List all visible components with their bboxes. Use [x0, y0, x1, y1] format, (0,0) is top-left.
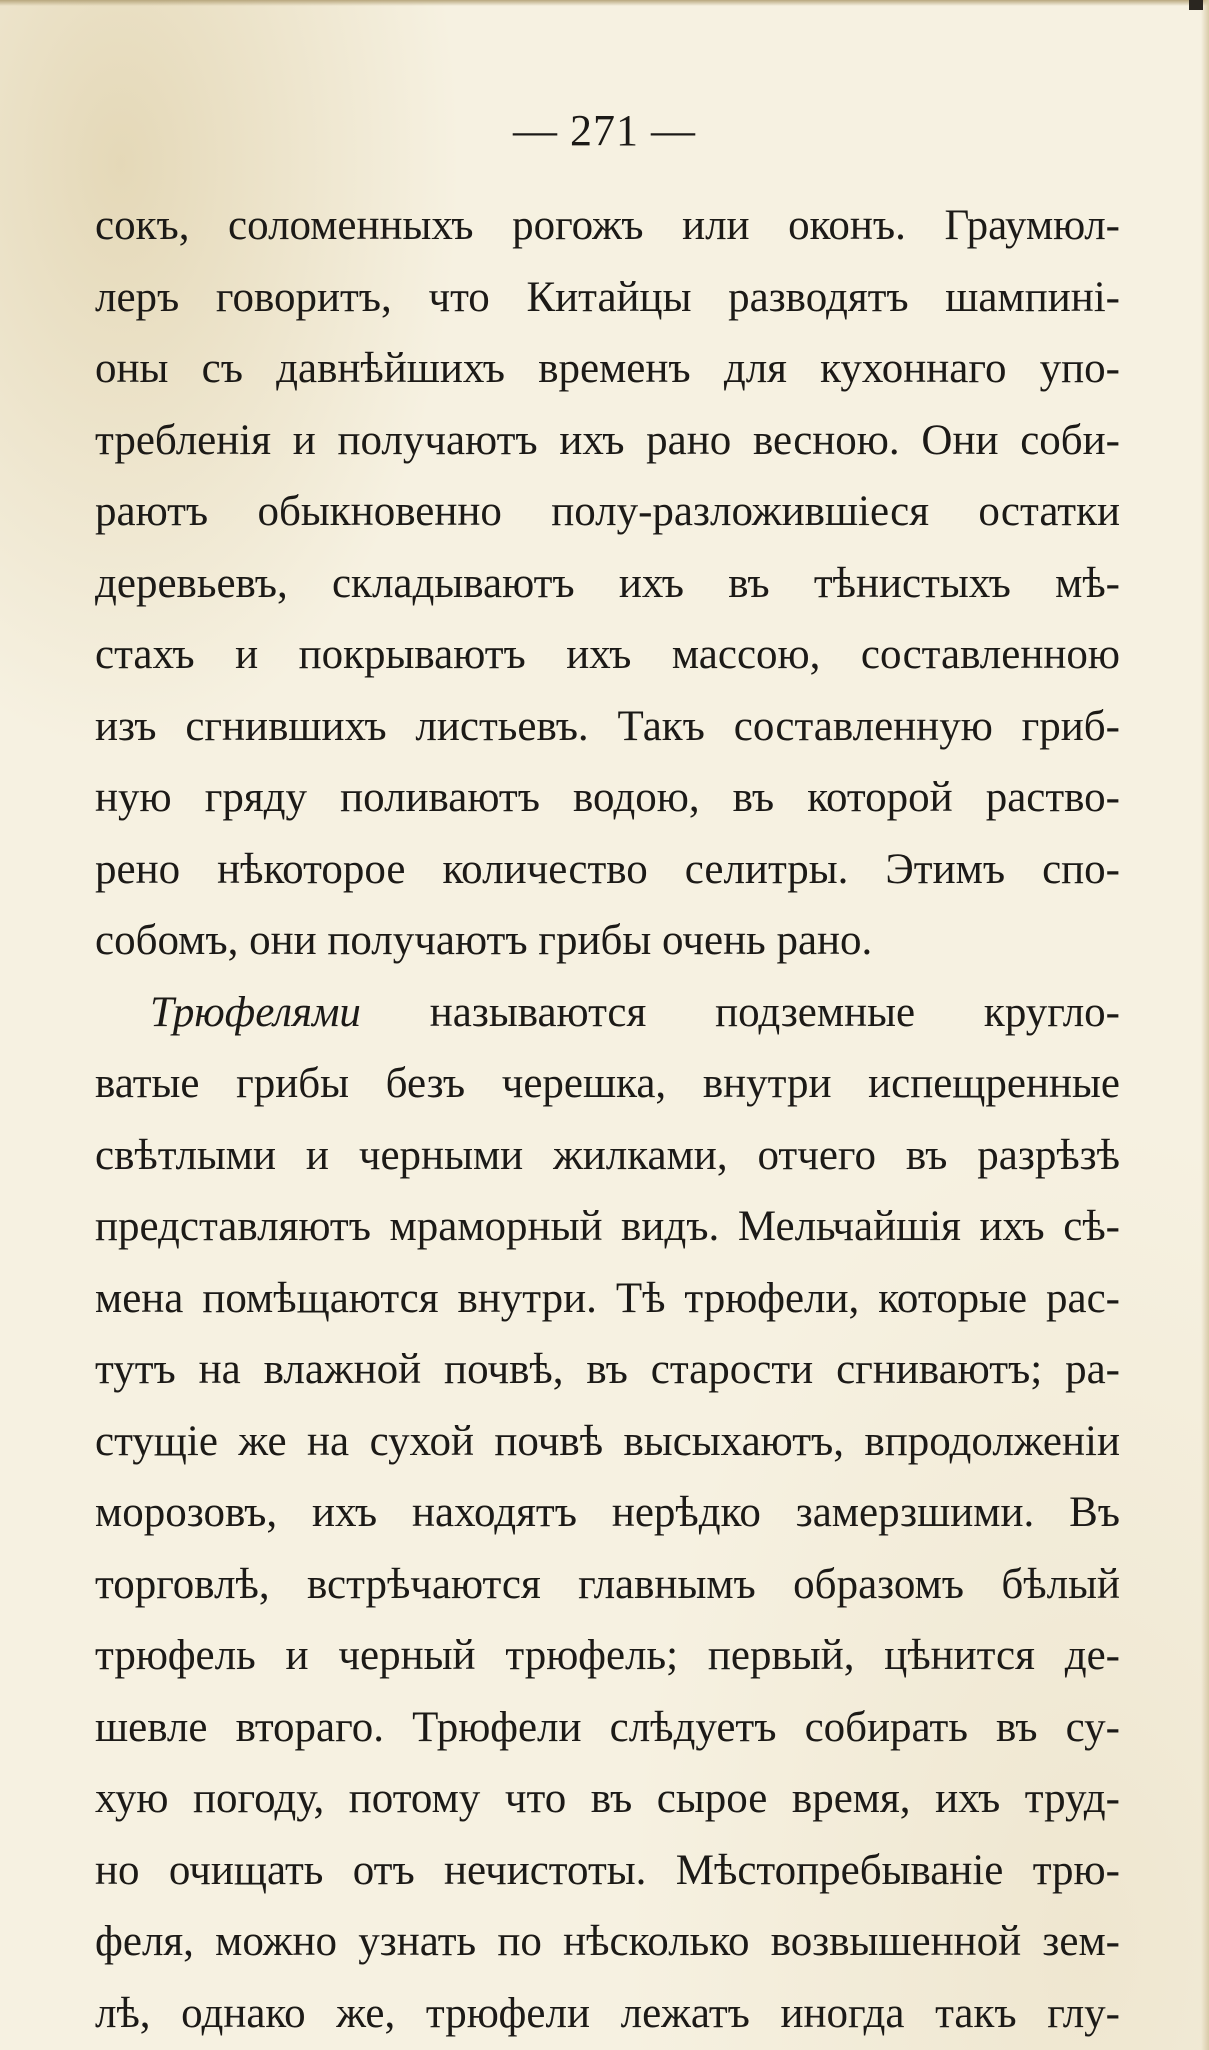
text-line: трюфель и черный трюфель; первый, цѣнится де- — [95, 1632, 1120, 1679]
text-line: леръ говоритъ, что Китайцы разводятъ шампині- — [95, 273, 1120, 321]
text-line: ватые грибы безъ черешка, внутри испещренные — [95, 1060, 1120, 1107]
text-line: тутъ на влажной почвѣ, въ старости сгниваютъ; ра- — [95, 1346, 1120, 1393]
text-line: рено нѣкоторое количество селитры. Этимъ спо- — [95, 845, 1120, 893]
text-line: оны съ давнѣйшихъ временъ для кухоннаго упо- — [95, 345, 1120, 392]
text-line: лѣ, однако же, трюфели лежатъ иногда такъ глу- — [95, 1989, 1120, 2037]
text-line: торговлѣ, встрѣчаются главнымъ образомъ бѣлый — [95, 1560, 1120, 1608]
text-line: свѣтлыми и черными жилками, отчего въ разрѣзѣ — [95, 1131, 1120, 1179]
italic-term: Трюфелями — [150, 988, 361, 1036]
text-line: представляютъ мраморный видъ. Мельчайшія ихъ сѣ- — [95, 1203, 1120, 1250]
text-line: но очищать отъ нечистоты. Мѣстопребываніе трю- — [95, 1846, 1120, 1894]
text-line: хую погоду, потому что въ сырое время, ихъ труд- — [95, 1775, 1120, 1822]
text-line: сокъ, соломенныхъ рогожъ или оконъ. Граумюл- — [95, 202, 1120, 249]
page-number: — 271 — — [513, 106, 696, 155]
text-line: стущіе же на сухой почвѣ высыхаютъ, впродолженіи — [95, 1417, 1120, 1465]
text-line: морозовъ, ихъ находятъ нерѣдко замерзшими. Въ — [95, 1489, 1120, 1536]
page-right-edge — [1201, 0, 1209, 2050]
first-line-rest: называются подземные кругло- — [429, 988, 1120, 1036]
text-line: шевле втораго. Трюфели слѣдуетъ собирать въ су- — [95, 1703, 1120, 1751]
text-line: стахъ и покрываютъ ихъ массою, составленною — [95, 631, 1120, 678]
text-line: мена помѣщаются внутри. Тѣ трюфели, которые рас- — [95, 1274, 1120, 1322]
page-top-edge — [0, 0, 1209, 6]
text-line: ную гряду поливаютъ водою, въ которой раство- — [95, 774, 1120, 821]
body-text — [95, 190, 1120, 2049]
corner-mark — [1189, 0, 1203, 10]
text-line: феля, можно узнать по нѣсколько возвышенной зем- — [95, 1918, 1120, 1965]
text-line: требленія и получаютъ ихъ рано весною. Они соби- — [95, 416, 1120, 464]
paragraph-first-line — [95, 977, 1120, 1049]
text-line: изъ сгнившихъ листьевъ. Такъ составленную гриб- — [95, 702, 1120, 750]
text-line: раютъ обыкновенно полу-разложившіеся остатки — [95, 488, 1120, 535]
text-line: собомъ, они получаютъ грибы очень рано. — [95, 917, 873, 964]
text-line: деревьевъ, складываютъ ихъ въ тѣнистыхъ мѣ- — [95, 559, 1120, 607]
